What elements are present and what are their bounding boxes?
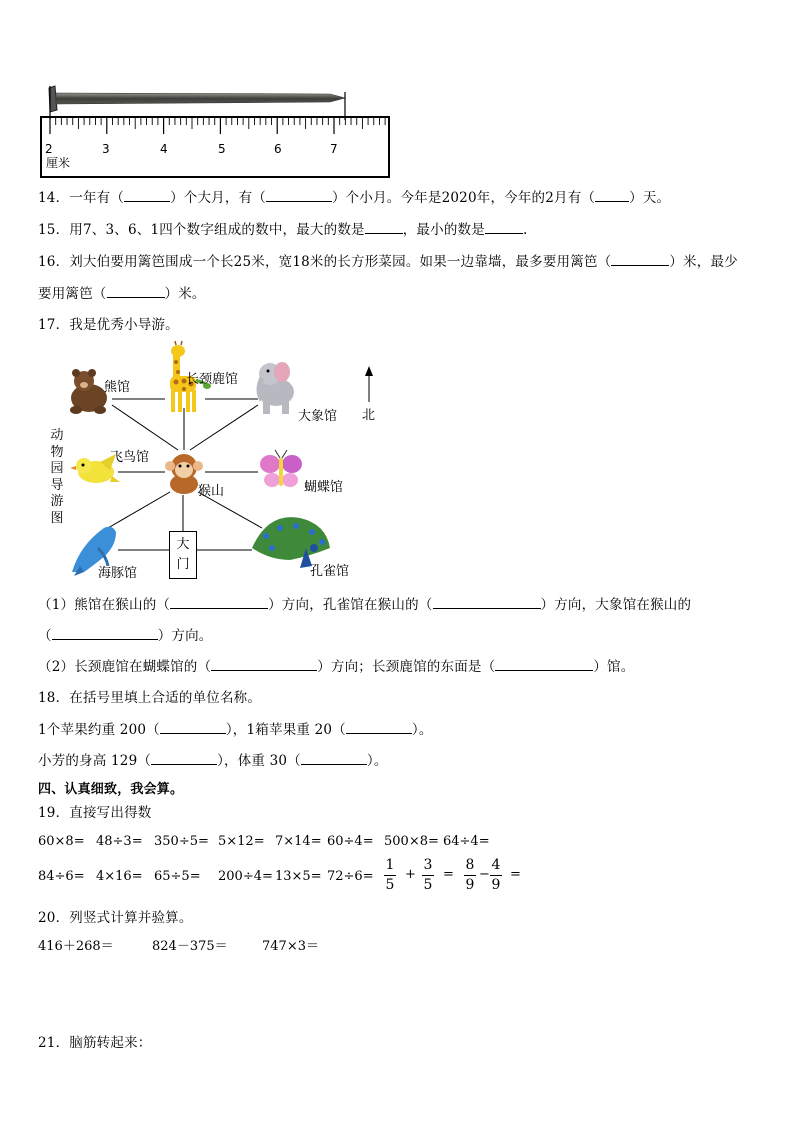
vertical-calc-item: 416＋268＝	[38, 939, 114, 954]
label-elephant-house: 大象馆	[298, 409, 338, 424]
question-21-title: 21．脑筋转起来：	[38, 1035, 152, 1051]
label-peacock-house: 孔雀馆	[310, 564, 350, 579]
vertical-calc-item: 747×3＝	[262, 939, 319, 954]
bear-icon	[70, 369, 107, 414]
label-giraffe-house: 长颈鹿馆	[186, 372, 239, 387]
calc-item: 60÷4=	[327, 834, 374, 849]
fraction: 4 9	[491, 857, 501, 893]
question-17-1-line-1: （1）熊馆在猴山的（ ）方向，孔雀馆在猴山的（ ）方向，大象馆在猴山的	[38, 597, 692, 613]
question-18-line-1: 1个苹果约重 200（ ），1箱苹果重 20（ ）。	[38, 722, 433, 738]
vertical-calc-item: 824－375＝	[152, 939, 228, 954]
ruler-unit: 厘米	[46, 156, 71, 170]
answer-blank[interactable]	[433, 595, 541, 609]
calc-item: 72÷6=	[327, 869, 374, 884]
question-19-title: 19．直接写出得数	[38, 805, 152, 821]
calc-item: 64÷4=	[443, 834, 490, 849]
answer-blank[interactable]	[211, 657, 317, 671]
calc-item: 48÷3=	[96, 834, 143, 849]
tick-label: 4	[160, 142, 168, 156]
label-monkey-hill: 猴山	[198, 484, 225, 499]
calc-item: 65÷5=	[154, 869, 201, 884]
answer-blank[interactable]	[346, 720, 412, 734]
butterfly-icon	[260, 450, 302, 487]
answer-blank[interactable]	[170, 595, 268, 609]
question-18-line-2: 小芳的身高 129（ ），体重 30（ ）。	[38, 753, 388, 769]
zoo-map-vertical-title: 动 物 园 导 游 图	[50, 428, 64, 526]
question-18-title: 18．在括号里填上合适的单位名称。	[38, 690, 262, 706]
tick-label: 5	[218, 142, 226, 156]
label-butterfly-house: 蝴蝶馆	[304, 480, 344, 495]
section-4-heading: 四、认真细致，我会算。	[38, 782, 184, 797]
question-17-1-line-2: （ ）方向。	[38, 628, 213, 644]
question-20-title: 20．列竖式计算并验算。	[38, 910, 193, 926]
label-north: 北	[362, 408, 376, 423]
calc-item: 200÷4=	[218, 869, 273, 884]
calc-item: 5×12=	[218, 834, 265, 849]
fraction: 1 5	[385, 857, 395, 893]
calc-item: 4×16=	[96, 869, 143, 884]
fraction: 3 5	[423, 857, 433, 893]
tick-label: 3	[102, 142, 110, 156]
answer-blank[interactable]	[495, 657, 593, 671]
label-bear-house: 熊馆	[104, 380, 131, 395]
question-16-line-1: 16．刘大伯要用篱笆围成一个长25米，宽18米的长方形菜园。如果一边靠墙，最多要用篱笆（ ）米，最少	[38, 254, 738, 270]
answer-blank[interactable]	[52, 626, 158, 640]
fraction: 8 9	[465, 857, 475, 893]
calc-item: 7×14=	[275, 834, 322, 849]
calc-item: 13×5=	[275, 869, 322, 884]
plus-sign: +	[405, 867, 416, 882]
question-17-2: （2）长颈鹿馆在蝴蝶馆的（ ）方向；长颈鹿馆的东面是（ ）馆。	[38, 659, 635, 675]
calc-item: 500×8=	[384, 834, 439, 849]
question-16-line-2: 要用篱笆（ ）米。	[38, 286, 206, 302]
main-gate: 大 门	[169, 531, 197, 579]
tick-label: 7	[330, 142, 338, 156]
label-dolphin-house: 海豚馆	[98, 566, 138, 581]
question-14: 14．一年有（ ）个大月，有（ ）个小月。今年是2020年，今年的2月有（ ）天。	[38, 190, 671, 206]
equals-sign: =	[510, 867, 521, 882]
answer-blank[interactable]	[151, 751, 217, 765]
answer-blank[interactable]	[301, 751, 367, 765]
equals-sign: =	[443, 867, 454, 882]
label-bird-house: 飞鸟馆	[110, 450, 150, 465]
answer-blank[interactable]	[160, 720, 226, 734]
north-arrow-icon	[365, 366, 373, 376]
calc-item: 350÷5=	[154, 834, 209, 849]
elephant-icon	[258, 362, 294, 414]
calc-item: 60×8=	[38, 834, 85, 849]
question-17-title: 17．我是优秀小导游。	[38, 317, 179, 333]
tick-label: 6	[274, 142, 282, 156]
question-15: 15．用7、3、6、1四个数字组成的数中，最大的数是 ，最小的数是 .	[38, 222, 528, 238]
calc-item: 84÷6=	[38, 869, 85, 884]
minus-sign: −	[479, 867, 490, 882]
tick-label: 2	[45, 142, 53, 156]
